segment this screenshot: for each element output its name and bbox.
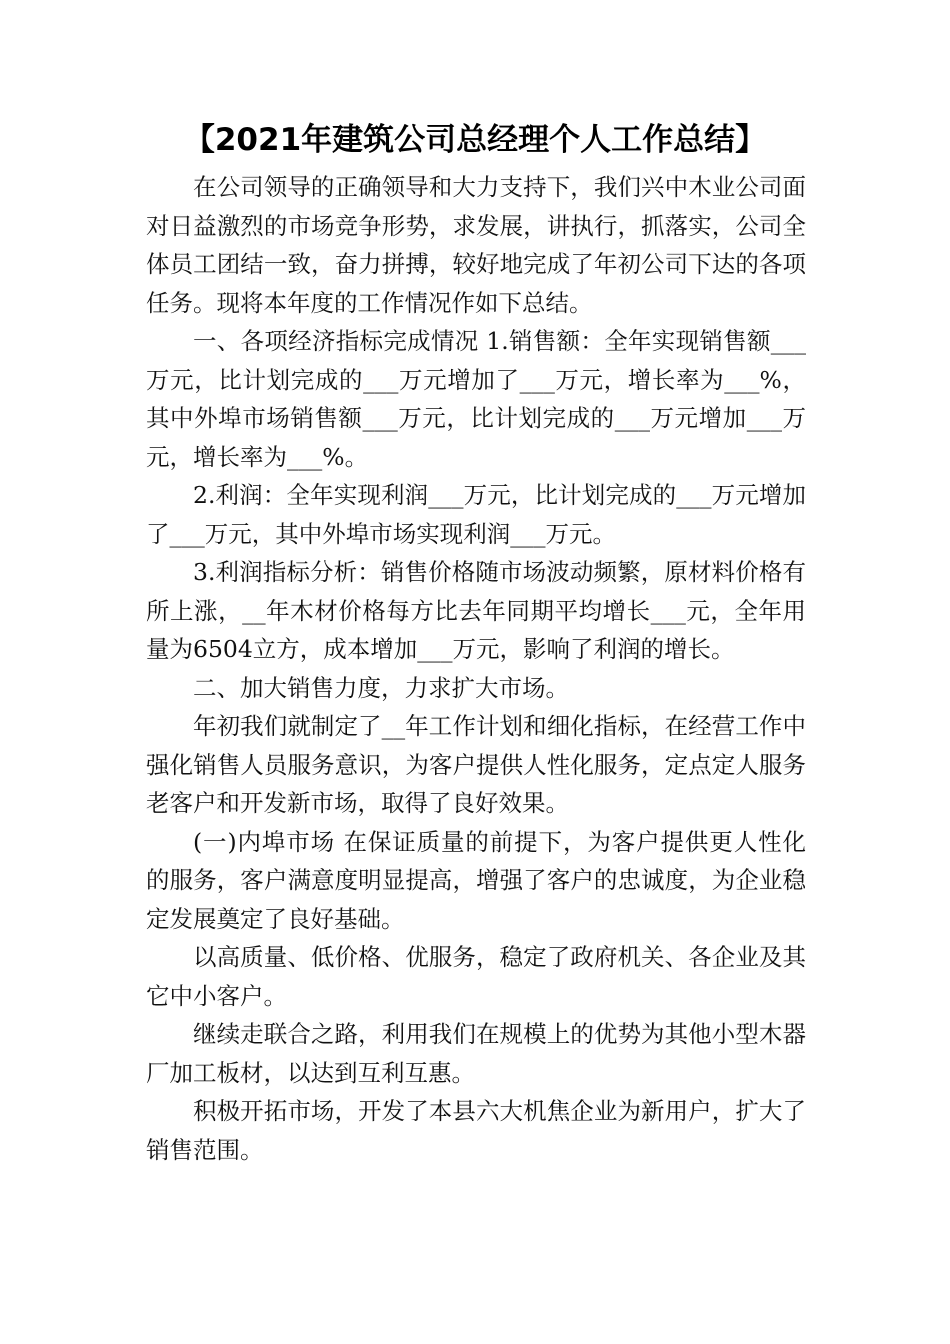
- document-body: [146, 168, 806, 1169]
- paragraph-section-two-heading: 二、加大销售力度，力求扩大市场。: [193, 673, 569, 702]
- paragraph-domestic-market: (一)内埠市场 在保证质量的前提下，为客户提供更人性化的服务，客户满意度明显提高，增强了客户的忠诚度，为企业稳定发展奠定了良好基础。: [146, 827, 806, 933]
- paragraph-profit: 2.利润：全年实现利润___万元，比计划完成的___万元增加了___万元，其中外埠市场实现利润___万元。: [146, 481, 806, 548]
- paragraph-intro: 在公司领导的正确领导和大力支持下，我们兴中木业公司面对日益激烈的市场竞争形势，求发展，讲执行，抓落实，公司全体员工团结一致，奋力拼搏，较好地完成了年初公司下达的各项任务。现将本年度的工作情况作如下总结。: [146, 173, 806, 317]
- paragraph-stable-customers: 以高质量、低价格、优服务，稳定了政府机关、各企业及其它中小客户。: [146, 943, 806, 1010]
- paragraph-profit-analysis: 3.利润指标分析：销售价格随市场波动频繁，原材料价格有所上涨，__年木材价格每方比去年同期平均增长___元，全年用量为6504立方，成本增加___万元，影响了利润的增长。: [146, 558, 806, 663]
- paragraph-sales: 一、各项经济指标完成情况 1.销售额：全年实现销售额___万元，比计划完成的___万元增加了___万元，增长率为___%，其中外埠市场销售额___万元，比计划完成的___万元增加___万元，增长率为___%。: [146, 327, 806, 471]
- document-title: 【2021年建筑公司总经理个人工作总结】: [183, 122, 767, 158]
- paragraph-annual-plan: 年初我们就制定了__年工作计划和细化指标，在经营工作中强化销售人员服务意识，为客户提供人性化服务，定点定人服务老客户和开发新市场，取得了良好效果。: [146, 712, 806, 817]
- paragraph-market-expansion: 积极开拓市场，开发了本县六大机焦企业为新用户，扩大了销售范围。: [146, 1097, 806, 1164]
- paragraph-cooperation: 继续走联合之路，利用我们在规模上的优势为其他小型木器厂加工板材，以达到互利互惠。: [146, 1020, 806, 1087]
